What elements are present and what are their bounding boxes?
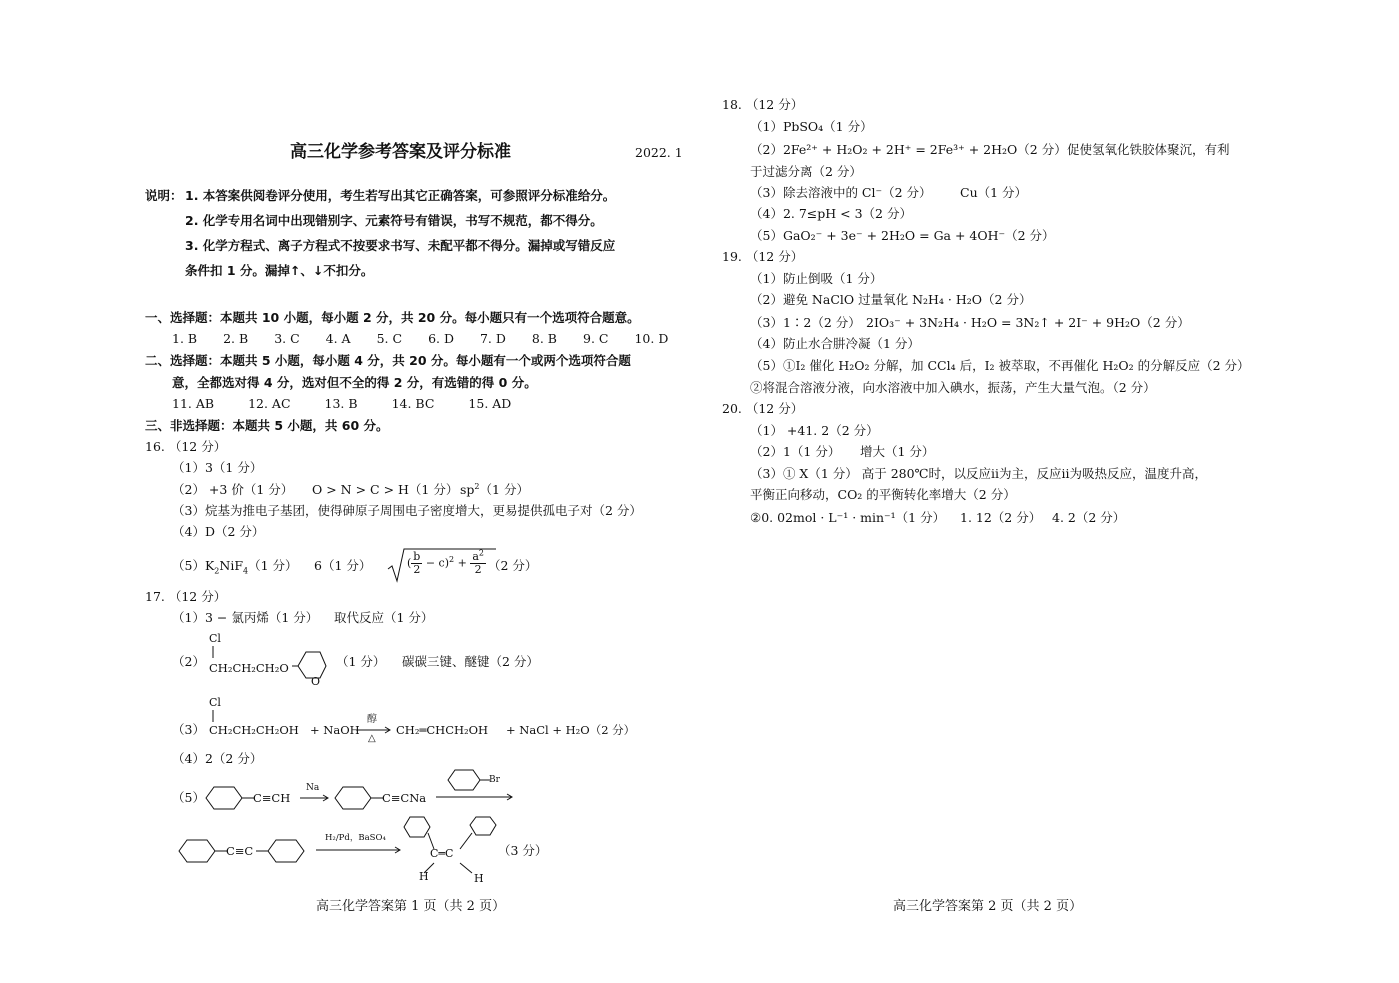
q20-part3-2a: ②0. 02mol · L⁻¹ · min⁻¹（1 分） [750,510,946,525]
q16-part3: （3）烷基为推电子基团，使得砷原子周围电子密度增大，更易提供孤电子对（2 分） [172,503,642,518]
benzene-ring-1 [204,784,254,812]
q17-cc: C═C [430,847,454,860]
q20-part1: （1） +41. 2（2 分） [750,423,879,438]
q17-part3-cond-top: 醇 [367,714,377,725]
q17-part1a: （1）3 − 氯丙烯（1 分） [172,610,319,625]
q17-part5-score: （3 分） [498,843,548,858]
q16-sp-score: （1 分） [479,482,529,497]
q16-part5-coord: 6（1 分） [314,558,372,573]
q17-part2-bond [212,646,216,660]
q16-part2b: O > N > C > H（1 分） [312,482,459,497]
q17-part4: （4）2（2 分） [172,751,263,766]
bromobenzene-ring [446,768,492,792]
q19-part2: （2）避免 NaClO 过量氧化 N₂H₄ · H₂O（2 分） [750,292,1032,307]
q17-h2-cond: H₂/Pd，BaSO₄ [325,833,386,843]
q16-part5 [172,558,298,574]
answer-14: 14. BC [391,396,435,411]
page2-footer: 高三化学答案第 2 页（共 2 页） [893,899,1083,914]
q17-part3-rest: + NaCl + H₂O（2 分） [506,723,636,737]
note-3: 3. 化学方程式、离子方程式不按要求书写、未配平都不得分。漏掉或写错反应 [185,238,616,253]
q17-ch: C≡CH [253,791,291,805]
note-2: 2. 化学专用名词中出现错别字、元素符号有错误，书写不规范，都不得分。 [185,213,603,228]
frac-a-exp: 2 [478,548,484,558]
q19-part5-2: ②将混合溶液分液，向水溶液中加入碘水，振荡，产生大量气泡。（2 分） [750,380,1156,395]
q17-ring-o: O [311,675,321,688]
section2-heading-cont: 意，全都选对得 4 分，选对但不全的得 2 分，有选错的得 0 分。 [172,375,537,390]
q19-part5: （5）①I₂ 催化 H₂O₂ 分解，加 CCl₄ 后，I₂ 被萃取，不再催化 H₂O₂ 的分解反应（2 分） [750,358,1250,373]
q16-nif: NiF [219,558,243,573]
plus: + [457,556,467,570]
frac-a-var: a [472,550,479,563]
benzene-ring-3 [177,837,227,865]
answer-12: 12. AC [248,396,291,411]
sqrt-expression: ( $\frac{b}{2}$ − c)$^2$ + $\frac{a^2}{2}$ [407,548,484,576]
q17-ccc: C≡C [226,844,254,858]
q16-k: （5）K [172,558,215,573]
q18-part2-cont: 于过滤分离（2 分） [750,164,862,179]
arrow-3 [316,846,404,854]
benzene-ring-4 [256,837,308,865]
frac-b [411,551,422,576]
answer-15: 15. AD [468,396,512,411]
q17-part3-naoh: + NaOH [310,723,360,737]
q17-part2-text: 碳碳三键、醚键（2 分） [402,654,539,669]
answer-3: 3. C [274,331,300,346]
notes-label: 说明： [145,188,183,203]
q20-header: 20. （12 分） [722,401,804,416]
q16-part4: （4）D（2 分） [172,524,265,539]
q17-h2: H [474,872,484,885]
q16-header: 16. （12 分） [145,439,227,454]
section3-heading: 三、非选择题：本题共 5 小题，共 60 分。 [145,418,389,433]
q17-part1b: 取代反应（1 分） [334,610,434,625]
q20-part3: （3）① X（1 分） 高于 280℃时，以反应ⅱ为主，反应ⅱ为吸热反应，温度升高， [750,466,1208,481]
q16-part2a: （2） +3 价（1 分） [172,482,294,497]
q18-part4: （4）2. 7≤pH < 3（2 分） [750,206,912,221]
q17-header: 17. （12 分） [145,589,227,604]
note-3-cont: 条件扣 1 分。漏掉↑、↓不扣分。 [185,263,374,278]
q18-part1: （1）PbSO₄（1 分） [750,119,873,134]
q17-part2-label: （2） [172,654,205,669]
minus-c: − c) [425,556,450,570]
q17-cna: C≡CNa [382,791,427,805]
q20-part2b: 增大（1 分） [860,444,935,459]
answer-9: 9. C [583,331,609,346]
q17-br: Br [489,775,500,785]
q16-part1: （1）3（1 分） [172,460,263,475]
q20-part3-2c: 4. 2（2 分） [1052,510,1126,525]
q18-part3a: （3）除去溶液中的 Cl⁻（2 分） [750,185,932,200]
q20-part2a: （2）1（1 分） [750,444,841,459]
q17-part3-product: CH₂═CHCH₂OH [396,723,489,737]
q16-part5-score: （2 分） [488,558,538,573]
answer-11: 11. AB [172,396,215,411]
q17-part3-cl: Cl [209,696,221,709]
answer-6: 6. D [428,331,454,346]
page1-footer: 高三化学答案第 1 页（共 2 页） [316,899,506,914]
benzene-ring-2 [333,784,383,812]
answer-7: 7. D [479,331,506,346]
q19-header: 19. （12 分） [722,249,804,264]
q17-na-cond: Na [306,783,320,793]
section1-heading: 一、选择题：本题共 10 小题，每小题 2 分，共 20 分。每小题只有一个选项符合题意。 [145,310,640,325]
q19-part3b: 2IO₃⁻ + 3N₂H₄ · H₂O = 3N₂↑ + 2I⁻ + 9H₂O（2 分） [866,315,1190,330]
square-exp: 2 [449,554,455,564]
q20-part3-2b: 1. 12（2 分） [960,510,1042,525]
q20-part3-cont: 平衡正向移动，CO₂ 的平衡转化率增大（2 分） [750,487,1016,502]
q16-sp: sp [460,482,475,497]
q17-h1: H [419,870,429,883]
q16-k-sub: 2 [214,566,220,576]
answer-2: 2. B [223,331,249,346]
q18-part5: （5）GaO₂⁻ + 3e⁻ + 2H₂O = Ga + 4OH⁻（2 分） [750,228,1055,243]
q16-sp-sup: 2 [474,481,480,491]
note-1: 1. 本答案供阅卷评分使用，考生若写出其它正确答案，可参照评分标准给分。 [185,188,616,203]
q17-part2-score: （1 分） [336,654,386,669]
q17-part3-label: （3） [172,722,205,737]
cis-stilbene [398,815,498,875]
frac-b-num: b [413,550,421,563]
q18-part2-reason: 促使氢氧化铁胶体聚沉，有利 [1067,142,1230,157]
q19-part1: （1）防止倒吸（1 分） [750,271,883,286]
q18-part3b: Cu（1 分） [960,185,1028,200]
q18-part2: （2）2Fe²⁺ + H₂O₂ + 2H⁺ = 2Fe³⁺ + 2H₂O（2 分） [750,142,1067,157]
answer-13: 13. B [324,396,358,411]
section1-answers [172,331,694,347]
answer-4: 4. A [325,331,351,346]
q17-part3-cond-bot: △ [368,733,376,744]
answer-5: 5. C [376,331,403,346]
q19-part4: （4）防止水合肼冷凝（1 分） [750,336,920,351]
q17-part5-label: （5） [172,790,205,805]
frac-a [470,548,486,576]
answer-10: 10. D [634,331,669,346]
arrow-1 [300,794,330,802]
frac-b-den: 2 [413,563,421,576]
q17-part3-reactant: CH₂CH₂CH₂OH [209,723,299,737]
q16-k-score: （1 分） [248,558,298,573]
answer-8: 8. B [531,331,557,346]
arrow-2 [436,793,516,801]
q16-part2c [460,482,529,498]
q17-part2-chain: CH₂CH₂CH₂O [209,661,289,675]
q16-nif-sub: 4 [243,566,249,576]
answer-1: 1. B [172,331,198,346]
section2-heading: 二、选择题：本题共 5 小题，每小题 4 分，共 20 分。每小题有一个或两个选项符合题 [145,353,631,368]
section2-answers [172,396,537,412]
q19-part3a: （3）1∶2（2 分） [750,315,861,330]
page-title: 高三化学参考答案及评分标准 [290,142,511,162]
frac-a-den: 2 [474,563,482,576]
q18-header: 18. （12 分） [722,97,804,112]
q17-part2-cl: Cl [209,632,221,645]
date: 2022. 1 [635,145,683,160]
